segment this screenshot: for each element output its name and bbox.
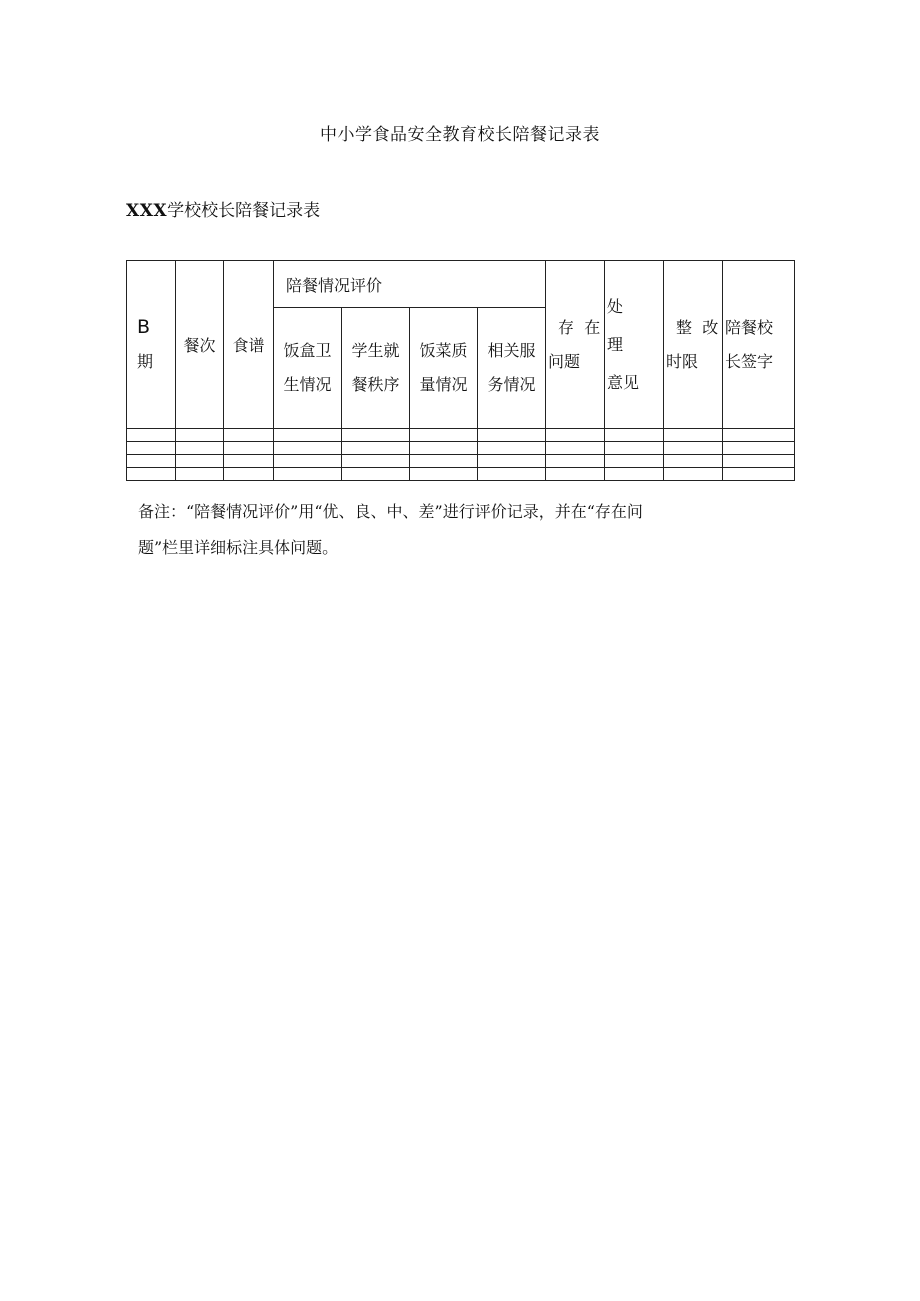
- header-handling: [605, 261, 664, 429]
- header-date: [127, 261, 176, 429]
- header-menu: 食谱: [224, 261, 274, 429]
- header-meal: 餐次: [176, 261, 224, 429]
- header-food-quality: [410, 308, 478, 429]
- header-problems-line2: 问题: [548, 351, 581, 371]
- header-sub-line1: 学生就: [351, 341, 400, 360]
- header-sub-line2: 量情况: [419, 375, 468, 394]
- header-sub-line1: 饭盒卫: [283, 341, 332, 360]
- header-sub-line2: 务情况: [487, 375, 536, 394]
- school-name-placeholder: XXX: [126, 201, 168, 221]
- header-dining-order: [342, 308, 410, 429]
- document-subtitle: [126, 196, 320, 221]
- header-sub-line1: 饭菜质: [419, 341, 468, 360]
- header-evaluation-group: 陪餐情况评价: [274, 261, 546, 308]
- table-row: [127, 455, 795, 468]
- header-handling-line2: 理: [607, 334, 624, 354]
- header-sub-line1: 相关服: [487, 341, 536, 360]
- document-title: 中小学食品安全教育校长陪餐记录表: [320, 125, 600, 145]
- header-deadline: [664, 261, 723, 429]
- header-lunchbox-hygiene: [274, 308, 342, 429]
- header-date-line2: 期: [137, 352, 154, 371]
- header-signature-line1: 陪餐校: [725, 317, 774, 337]
- remark-note: [138, 494, 778, 566]
- header-date-line1: B: [137, 316, 151, 338]
- header-handling-line3: 意见: [607, 372, 640, 392]
- header-problems-line1: 存 在: [558, 317, 601, 337]
- accompany-meal-record-table: [126, 260, 795, 481]
- header-deadline-line2: 时限: [666, 351, 699, 371]
- header-handling-line1: 处: [607, 296, 624, 316]
- remark-line1: 备注：“陪餐情况评价”用“优、良、中、差”进行评价记录，并在“存在问: [138, 502, 643, 521]
- header-sub-line2: 餐秩序: [351, 375, 400, 394]
- table-row: [127, 442, 795, 455]
- table-row: [127, 468, 795, 481]
- header-problems: [546, 261, 605, 429]
- header-signature-line2: 长签字: [725, 351, 774, 371]
- header-related-service: [478, 308, 546, 429]
- header-signature: [723, 261, 795, 429]
- table-row: [127, 429, 795, 442]
- header-deadline-line1: 整 改: [676, 317, 719, 337]
- header-sub-line2: 生情况: [283, 375, 332, 394]
- subtitle-text: 学校校长陪餐记录表: [167, 201, 321, 221]
- remark-line2: 题”栏里详细标注具体问题。: [138, 538, 339, 557]
